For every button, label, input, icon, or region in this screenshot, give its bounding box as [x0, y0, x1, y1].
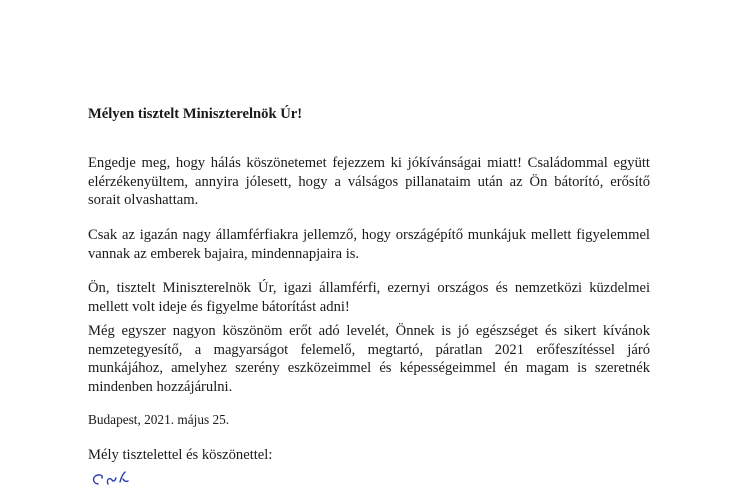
salutation: Mélyen tisztelt Miniszterelnök Úr!: [88, 106, 303, 122]
paragraph-thanks: Engedje meg, hogy hálás köszönetemet fejezzem ki jókívánságai miatt! Családommal együtt elérzékenyültem, annyira jólesett, hogy a válságos pillanataim után az Ön bátorító, erősítő sorait olvashattam.: [88, 155, 650, 209]
place-and-date: Budapest, 2021. május 25.: [88, 412, 230, 427]
closing-line: Mély tisztelettel és köszönettel:: [88, 447, 273, 463]
signature-stroke: [94, 472, 129, 484]
paragraph-statesmen: Csak az igazán nagy államférfiakra jellemző, hogy országépítő munkájuk mellett figyelemmel vannak az emberek bajaira, mindennapjaira is.: [88, 227, 650, 262]
paragraph-encouragement: Ön, tisztelt Miniszterelnök Úr, igazi államférfi, ezernyi országos és nemzetközi küzdelmei mellett volt ideje és figyelme bátorítást adni!: [88, 280, 650, 315]
handwritten-signature: [82, 470, 172, 486]
paragraph-wishes: Még egyszer nagyon köszönöm erőt adó levelét, Önnek is jó egészséget és sikert kívánok nemzetegyesítő, a magyarságot felemelő, megtartó, páratlan 2021 erőfeszítéssel járó munkájához, amelyhez szerény eszközeimmel és képességeimmel én magam is szeretnék mindenben hozzájárulni.: [88, 323, 650, 396]
